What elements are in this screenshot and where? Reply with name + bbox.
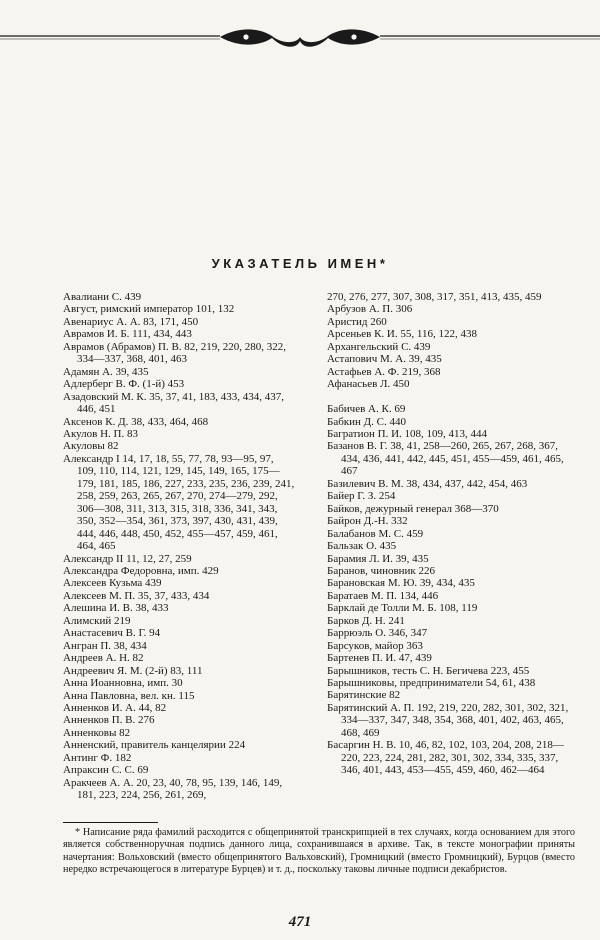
- index-entry: Бальзак О. 435: [327, 540, 397, 553]
- index-entry: Басаргин Н. В. 10, 46, 82, 102, 103, 204, 208, 218—220, 223, 224, 281, 282, 301, 302, 334, 335, 337, 346, 401, 443, 453—455, 459, 460, 462—464: [327, 739, 564, 777]
- index-entry: 270, 276, 277, 307, 308, 317, 351, 413, 435, 459: [327, 291, 542, 303]
- index-entry: Барышников, тесть С. Н. Бегичева 223, 455: [327, 664, 530, 677]
- index-entry: Александра Федоровна, имп. 429: [63, 564, 219, 577]
- index-entry: Анненков И. А. 44, 82: [63, 701, 167, 714]
- header-ornament-icon: [0, 14, 600, 54]
- page-number: 471: [288, 914, 312, 930]
- index-entry: Акуловы 82: [63, 440, 119, 453]
- index-entry: Авенариус А. А. 83, 171, 450: [63, 315, 199, 328]
- index-left-column: [63, 291, 295, 802]
- footnote-divider: [63, 822, 158, 823]
- index-entry: Анненковы 82: [63, 726, 131, 739]
- index-entry: Аристид 260: [327, 315, 387, 328]
- index-entry: Барамия Л. И. 39, 435: [327, 552, 429, 565]
- index-entry: Александр II 11, 12, 27, 259: [63, 552, 192, 565]
- index-entry: Авалиани С. 439: [63, 291, 142, 303]
- index-entry: Алексеев М. П. 35, 37, 433, 434: [63, 589, 210, 602]
- index-entry: Баратаев М. П. 134, 446: [327, 589, 439, 602]
- index-entry: Апраксин С. С. 69: [63, 764, 149, 777]
- index-entry: Аврамов (Абрамов) П. В. 82, 219, 220, 280, 322, 334—337, 368, 401, 463: [63, 340, 287, 366]
- index-entry: Анна Павловна, вел. кн. 115: [63, 689, 195, 702]
- index-entry: Арбузов А. П. 306: [327, 303, 413, 316]
- index-entry: Август, римский император 101, 132: [63, 303, 235, 316]
- index-entry: Барышниковы, предприниматели 54, 61, 438: [327, 677, 536, 690]
- index-entry: Барклай де Толли М. Б. 108, 119: [327, 602, 478, 615]
- index-entry: Адамян А. 39, 435: [63, 365, 149, 378]
- index-entry: Арсеньев К. И. 55, 116, 122, 438: [327, 328, 477, 341]
- index-entry: Ангран П. 38, 434: [63, 639, 147, 652]
- index-entry: Азадовский М. К. 35, 37, 41, 183, 433, 434, 437, 446, 451: [63, 390, 285, 416]
- index-entry: Адлерберг В. Ф. (1-й) 453: [63, 378, 185, 391]
- index-entry: Анненский, правитель канцелярии 224: [63, 739, 246, 752]
- index-entry: Барятинские 82: [327, 689, 401, 702]
- index-entry: Афанасьев Л. 450: [327, 378, 410, 391]
- footnote: * Написание ряда фамилий расходится с общепринятой транскрипцией в тех случаях, когда основанием для этого является собственноручная подпись данного лица, сохранившаяся в архиве. Так, в тексте монографии приняты начертания: Вольховский (вместо общепринятого Вальховский), Громницкий (вместо Громницкий), Бурцов (вместо нередко встречающегося в литературе Бурцев) и т. д., поскольку таковы личные подписи декабристов.: [63, 827, 575, 876]
- index-entry: Баррюэль О. 346, 347: [327, 627, 428, 640]
- index-entry: Алексеев Кузьма 439: [63, 577, 162, 590]
- index-entry: Барков Д. Н. 241: [327, 614, 405, 627]
- index-entry: Баранов, чиновник 226: [327, 564, 436, 577]
- index-entry: Алешина И. В. 38, 433: [63, 602, 169, 615]
- index-entry: Барятинский А. П. 192, 219, 220, 282, 301, 302, 321, 334—337, 347, 348, 354, 368, 401, 402, 463, 465, 468, 469: [327, 701, 569, 739]
- index-entry: Анна Иоанновна, имп. 30: [63, 677, 183, 690]
- index-entry: Алимский 219: [63, 614, 131, 627]
- index-entry: Аксенов К. Д. 38, 433, 464, 468: [63, 415, 209, 428]
- index-entry: Базанов В. Г. 38, 41, 258—260, 265, 267, 268, 367, 434, 436, 441, 442, 445, 451, 455—459, 461, 465, 467: [327, 440, 564, 478]
- index-entry: Багратион П. И. 108, 109, 413, 444: [327, 427, 488, 440]
- index-entry: Анненков П. В. 276: [63, 714, 155, 727]
- index-entry: Бабичев А. К. 69: [327, 403, 406, 416]
- index-entry: Бартенев П. И. 47, 439: [327, 652, 432, 665]
- index-entry: Барановская М. Ю. 39, 434, 435: [327, 577, 475, 590]
- index-entry: Антинг Ф. 182: [63, 751, 132, 764]
- index-title: УКАЗАТЕЛЬ ИМЕН*: [211, 256, 389, 271]
- index-entry: Байер Г. З. 254: [327, 490, 396, 503]
- index-entry: Акулов Н. П. 83: [63, 427, 138, 440]
- index-entry: Астапович М. А. 39, 435: [327, 353, 442, 366]
- index-entry: Байков, дежурный генерал 368—370: [327, 502, 499, 515]
- index-entry: Барсуков, майор 363: [327, 639, 423, 652]
- index-entry: Аракчеев А. А. 20, 23, 40, 78, 95, 139, 146, 149, 181, 223, 224, 256, 261, 269,: [63, 776, 283, 802]
- index-entry: Бабкин Д. С. 440: [327, 415, 407, 428]
- index-entry: Балабанов М. С. 459: [327, 527, 424, 540]
- index-entry: Базилевич В. М. 38, 434, 437, 442, 454, 463: [327, 477, 528, 490]
- index-entry: Анастасевич В. Г. 94: [63, 627, 161, 640]
- index-right-column: [327, 291, 577, 777]
- index-entry: Андреевич Я. М. (2-й) 83, 111: [63, 664, 203, 677]
- index-entry: Астафьев А. Ф. 219, 368: [327, 365, 441, 378]
- index-entry: Байрон Д.-Н. 332: [327, 515, 408, 528]
- index-entry: Александр I 14, 17, 18, 55, 77, 78, 93—95, 97, 109, 110, 114, 121, 129, 145, 149, 165, 175—179, 181, 185, 186, 227, 233, 235, 236, 239, 241, 258, 259, 263, 265, 267, 270, 274—279, 292, 306—308, 311, 313, 315, 318, 336, 341, 343, 350, 352—354, 361, 373, 397, 430, 431, 439, 444, 446, 448, 450, 452, 455—457, 459, 461, 464, 465: [63, 452, 295, 553]
- index-entry: Аврамов И. Б. 111, 434, 443: [63, 328, 192, 341]
- index-entry: Архангельский С. 439: [327, 340, 431, 353]
- index-entry: Андреев А. Н. 82: [63, 652, 144, 665]
